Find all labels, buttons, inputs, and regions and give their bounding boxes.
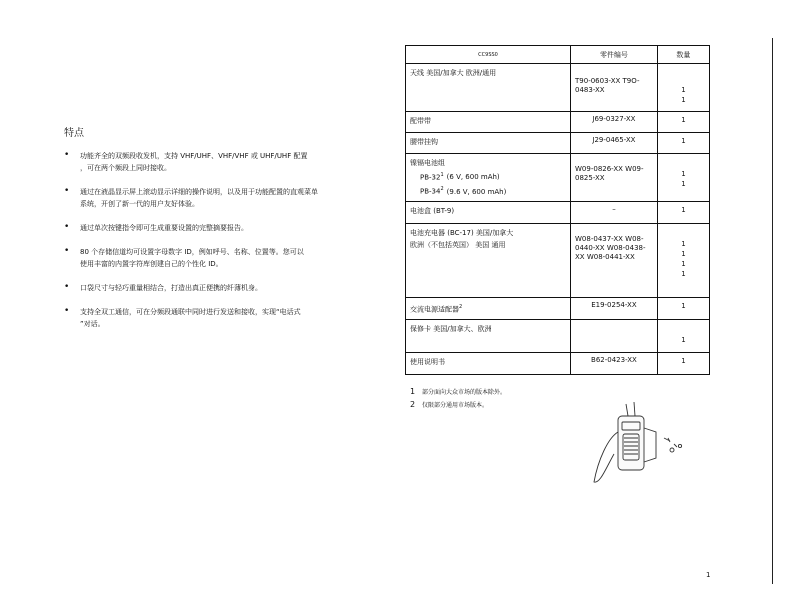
part-number: E19-0254-XX	[591, 300, 637, 309]
part-number-cell	[571, 154, 658, 202]
footnote-mark: 1	[410, 387, 416, 396]
item-name: 保修卡 美国/加拿大、欧洲	[410, 324, 492, 333]
quantity-value: 1	[681, 96, 686, 104]
bullet-icon: •	[64, 246, 70, 256]
footnote-text: 部分面向大众市场的版本除外。	[422, 389, 507, 396]
quantity-cell	[657, 297, 709, 319]
quantity-value: 1	[681, 269, 686, 278]
features-heading: 特点	[64, 128, 84, 139]
table-row	[406, 223, 710, 297]
accessories-table	[405, 45, 710, 375]
feature-item	[64, 186, 380, 210]
quantity-value: 1	[681, 301, 686, 310]
part-number: W08-0437-XX W08-	[575, 234, 644, 243]
table-row	[406, 133, 710, 154]
footnote-text: 仅限部分通用市场版本。	[422, 402, 489, 409]
quantity-value: 1	[681, 205, 686, 214]
header-model: CC9SS0	[406, 46, 571, 64]
feature-item	[64, 246, 380, 270]
feature-text-line: 通过在液晶显示屏上滚动显示详细的操作说明，以及用于功能配置的直观菜单	[80, 188, 318, 196]
item-cell	[406, 201, 571, 223]
item-cell	[406, 352, 571, 374]
item-cell	[406, 64, 571, 112]
table-row	[406, 352, 710, 374]
table-row	[406, 154, 710, 202]
quantity-value: 1	[681, 170, 686, 178]
item-name: $PB-34^2$ (9.6 V, 600 mAh)	[420, 186, 507, 196]
part-number-cell	[571, 352, 658, 374]
battery-spec: (9.6 V, 600 mAh)	[446, 187, 507, 196]
quantity-value: 1	[681, 249, 686, 258]
part-number: B62-0423-XX	[591, 355, 637, 364]
item-name: 腰带挂钩	[410, 138, 438, 146]
footnote-1	[410, 387, 506, 397]
part-number: J29-0465-XX	[592, 136, 636, 144]
feature-text-line: 功能齐全的双频段收发机，支持 VHF/UHF、VHF/VHF 或 UHF/UHF 配置	[80, 152, 308, 160]
feature-text-line: 口袋尺寸与轻巧重量相结合，打造出真正便携的纤薄机身。	[80, 284, 262, 292]
part-number: –	[612, 204, 616, 213]
table-row	[406, 297, 710, 319]
quantity-value: 1	[681, 239, 686, 248]
table-row	[406, 112, 710, 133]
item-cell	[406, 223, 571, 297]
quantity-cell	[657, 154, 709, 202]
quantity-value: 1	[681, 116, 686, 124]
table-row	[406, 319, 710, 352]
item-name: 电池盒 (BT-9)	[410, 206, 455, 215]
item-name: 使用说明书	[410, 357, 445, 366]
feature-text-line: 支持全双工通信，可在分频段通联中同时进行发送和接收，实现“电话式	[80, 308, 301, 316]
feature-text-line: 通过单次按键指令即可生成重要设置的完整摘要报告。	[80, 224, 248, 232]
quantity-value: 1	[681, 259, 686, 268]
part-number-cell	[571, 133, 658, 154]
footnote-2	[410, 400, 488, 410]
footnote-mark: 2	[410, 400, 416, 409]
part-number-cell	[571, 319, 658, 352]
feature-item	[64, 306, 380, 330]
part-number-cell	[571, 223, 658, 297]
item-name: 天线 美国/加拿大 欧洲/通用	[410, 69, 497, 77]
quantity-value: 1	[681, 356, 686, 365]
quantity-cell	[657, 133, 709, 154]
bullet-icon: •	[64, 186, 70, 196]
footnote-ref: 1	[440, 172, 444, 178]
quantity-value: 1	[681, 180, 686, 188]
feature-text-line: 使用丰富的内置字符库创建自己的个性化 ID。	[80, 260, 223, 268]
quantity-cell	[657, 352, 709, 374]
bullet-icon: •	[64, 282, 70, 292]
part-number: XX W08-0441-XX	[575, 252, 635, 261]
battery-spec: (6 V, 600 mAh)	[446, 173, 500, 182]
part-number: W09-0826-XX W09-	[575, 165, 644, 173]
item-cell	[406, 319, 571, 352]
feature-item	[64, 282, 380, 294]
quantity-value: 1	[681, 137, 686, 145]
quantity-cell	[657, 201, 709, 223]
item-cell	[406, 112, 571, 133]
item-name: 欧洲（不包括英国） 美国 通用	[410, 240, 506, 249]
feature-item	[64, 222, 380, 234]
item-name: 配带带	[410, 117, 431, 125]
part-number: 0483-XX	[575, 86, 605, 94]
radio-belt-clip-illustration	[588, 398, 688, 488]
feature-text-line: 系统，开创了新一代的用户友好体验。	[80, 200, 199, 208]
feature-text-line: ”对话。	[80, 320, 105, 328]
part-number: J69-0327-XX	[592, 115, 636, 123]
part-number-cell	[571, 112, 658, 133]
part-number-cell	[571, 297, 658, 319]
quantity-cell	[657, 223, 709, 297]
page-number: 1	[706, 571, 711, 579]
quantity-cell	[657, 319, 709, 352]
item-name: 镍镉电池组	[410, 159, 445, 167]
part-number-cell	[571, 201, 658, 223]
bullet-icon: •	[64, 222, 70, 232]
part-number: 0440-XX W08-0438-	[575, 243, 646, 252]
quantity-cell	[657, 112, 709, 133]
quantity-value: 1	[681, 86, 686, 94]
item-name: 交流电源适配器$^2$	[410, 303, 463, 313]
header-quantity: 数量	[657, 46, 709, 64]
part-number-cell	[571, 64, 658, 112]
footnote-ref: 2	[440, 186, 444, 193]
features-list	[64, 150, 380, 342]
item-name: $PB-32^1$ (6 V, 600 mAh)	[420, 172, 500, 182]
item-name: 电池充电器 (BC-17) 美国/加拿大	[410, 228, 514, 237]
feature-text-line: 80 个存储信道均可设置字母数字 ID，例如呼号、名称、位置等。您可以	[80, 248, 304, 256]
footnote-ref: 2	[459, 303, 463, 310]
bullet-icon: •	[64, 150, 70, 160]
feature-item	[64, 150, 380, 174]
item-cell	[406, 297, 571, 319]
part-number: 0825-XX	[575, 174, 605, 182]
header-part-number: 零件编号	[571, 46, 658, 64]
page-edge-rule	[772, 38, 773, 584]
item-cell	[406, 133, 571, 154]
part-number: T90-0603-XX T9O-	[575, 77, 640, 85]
table-row	[406, 64, 710, 112]
table-header-row	[406, 46, 710, 64]
quantity-value: 1	[681, 335, 686, 344]
table-row	[406, 201, 710, 223]
item-cell	[406, 154, 571, 202]
feature-text-line: ，可在两个频段上同时接收。	[80, 164, 171, 172]
bullet-icon: •	[64, 306, 70, 316]
quantity-cell	[657, 64, 709, 112]
